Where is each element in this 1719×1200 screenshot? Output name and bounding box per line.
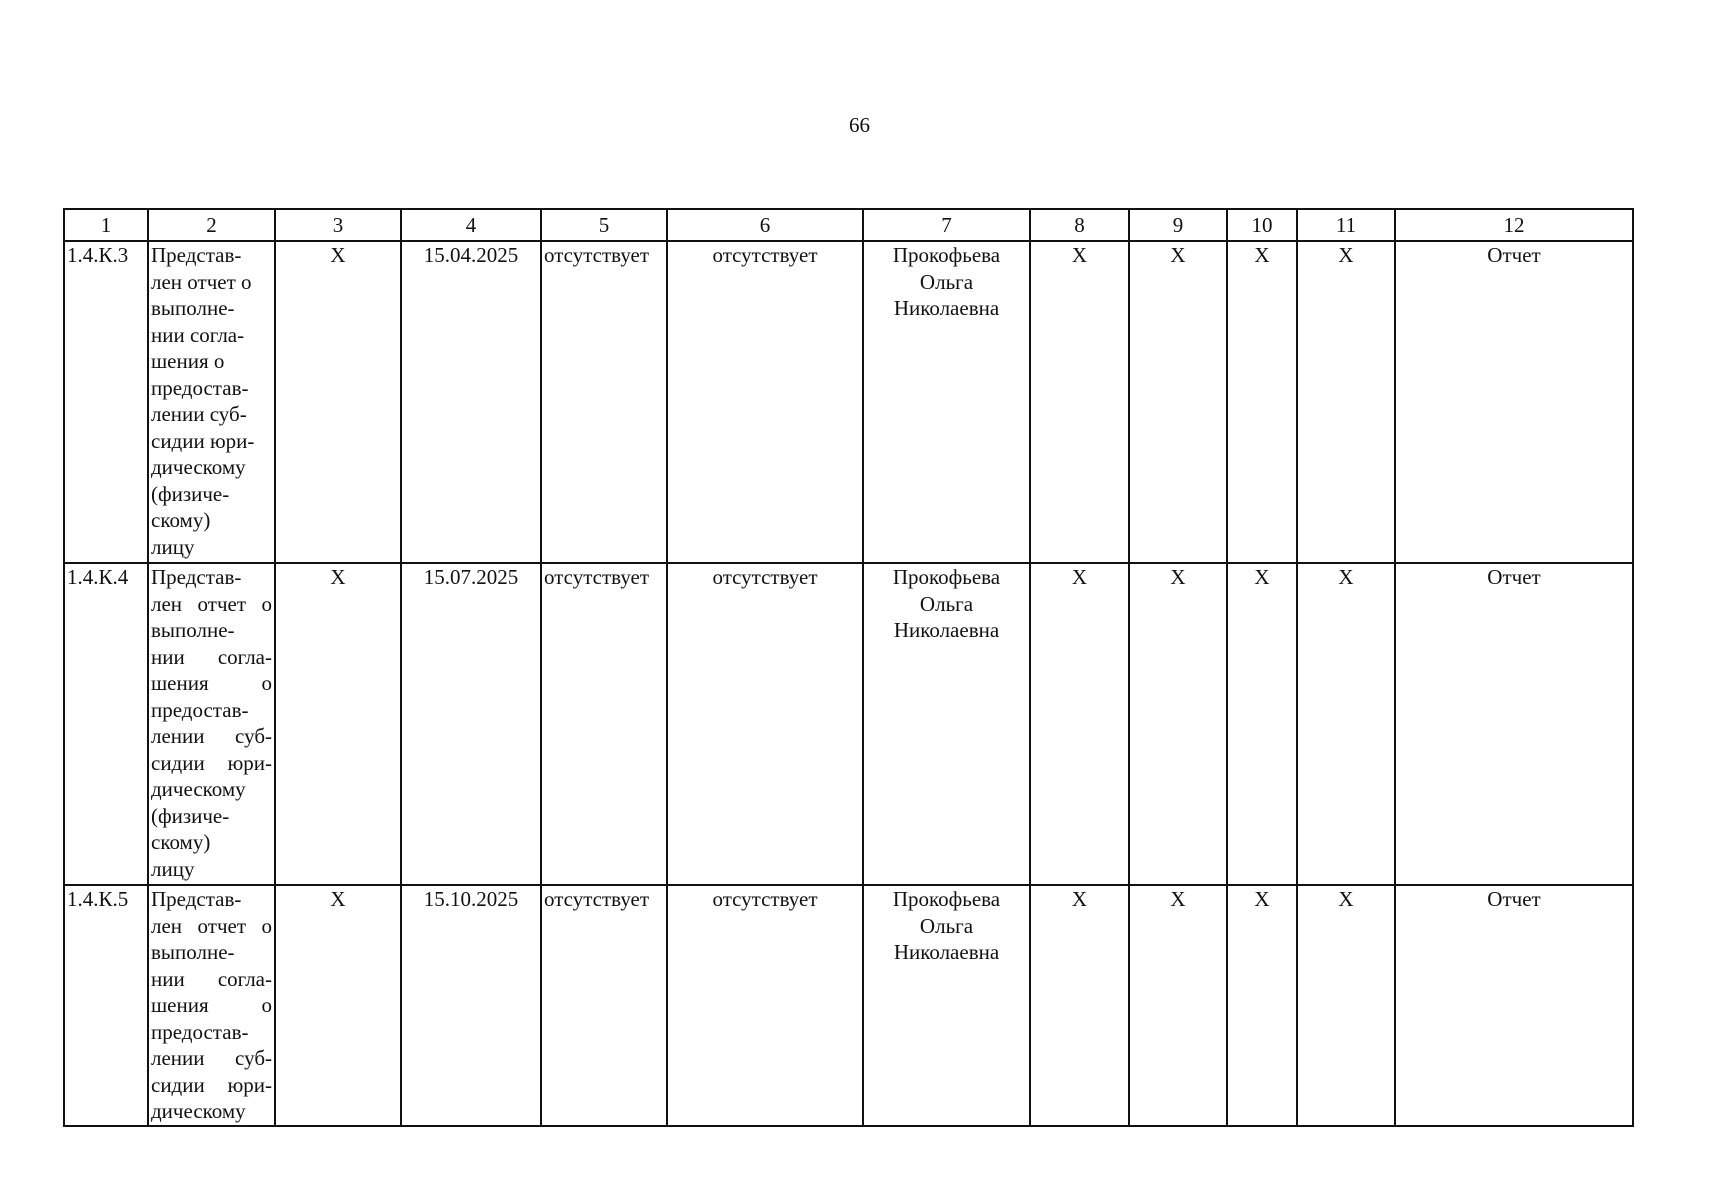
cell-x-mark: X: [1030, 563, 1129, 885]
item-description: [148, 885, 275, 1126]
description-line: сидии юри-: [151, 428, 255, 453]
description-line: сидии юри-: [151, 750, 272, 775]
description-line: лицу: [151, 534, 195, 559]
cell-status: отсутствует: [667, 563, 863, 885]
description-line: (физиче-: [151, 803, 230, 828]
cell-status: отсутствует: [541, 241, 667, 563]
cell-x-mark: X: [1030, 241, 1129, 563]
column-header: 2: [148, 209, 275, 241]
description-line: дическому: [151, 1099, 246, 1123]
cell-x-mark: X: [1129, 241, 1227, 563]
cell-x-mark: X: [275, 885, 401, 1126]
column-header: 7: [863, 209, 1030, 241]
cell-x-mark: X: [1030, 885, 1129, 1126]
data-table: [63, 208, 1634, 1127]
description-line: нии согла-: [151, 966, 272, 991]
column-header: 12: [1395, 209, 1633, 241]
cell-x-mark: X: [1227, 563, 1297, 885]
cell-report: Отчет: [1395, 241, 1633, 563]
description-line: лении суб-: [151, 1046, 272, 1070]
item-description: [148, 563, 275, 885]
cell-responsible: [863, 885, 1030, 1126]
column-header: 9: [1129, 209, 1227, 241]
item-code: 1.4.К.3: [64, 241, 148, 563]
responsible-line: Прокофьева: [892, 887, 1001, 911]
cell-x-mark: X: [1297, 885, 1395, 1126]
column-header: 8: [1030, 209, 1129, 241]
description-line: выполне-: [151, 296, 235, 320]
table-header-row: [64, 209, 1633, 241]
description-line: скому): [151, 830, 211, 854]
description-line: сидии юри-: [151, 1072, 272, 1097]
table-row: [64, 885, 1633, 1126]
column-header: 3: [275, 209, 401, 241]
cell-x-mark: X: [1129, 563, 1227, 885]
description-line: дическому: [151, 777, 246, 801]
responsible-line: Прокофьева: [892, 565, 1001, 589]
responsible-line: Николаевна: [893, 940, 1000, 964]
item-code: 1.4.К.5: [64, 885, 148, 1126]
cell-x-mark: X: [275, 241, 401, 563]
cell-date: 15.07.2025: [401, 563, 541, 885]
description-line: дическому: [151, 455, 246, 479]
cell-report: Отчет: [1395, 885, 1633, 1126]
column-header: 11: [1297, 209, 1395, 241]
responsible-line: Прокофьева: [892, 243, 1001, 267]
cell-x-mark: X: [1297, 241, 1395, 563]
cell-x-mark: X: [1227, 241, 1297, 563]
responsible-line: Николаевна: [893, 296, 1000, 320]
column-header: 4: [401, 209, 541, 241]
description-line: (физиче-: [151, 481, 230, 506]
item-description: [148, 241, 275, 563]
table-row: [64, 241, 1633, 563]
description-line: нии согла-: [151, 644, 272, 669]
cell-x-mark: X: [1129, 885, 1227, 1126]
responsible-line: Ольга: [919, 269, 974, 294]
cell-responsible: [863, 241, 1030, 563]
cell-x-mark: X: [1297, 563, 1395, 885]
description-line: выполне-: [151, 618, 235, 642]
cell-status: отсутствует: [667, 241, 863, 563]
column-header: 10: [1227, 209, 1297, 241]
cell-status: отсутствует: [667, 885, 863, 1126]
cell-date: 15.04.2025: [401, 241, 541, 563]
responsible-line: Ольга: [919, 591, 974, 616]
description-line: лен отчет о: [151, 913, 272, 938]
description-line: лении суб-: [151, 402, 247, 426]
description-line: лении суб-: [151, 724, 272, 748]
description-line: нии согла-: [151, 322, 245, 347]
column-header: 6: [667, 209, 863, 241]
description-line: Представ-: [151, 243, 242, 267]
description-line: шения о: [151, 671, 272, 695]
cell-status: отсутствует: [541, 563, 667, 885]
column-header: 5: [541, 209, 667, 241]
responsible-line: Ольга: [919, 913, 974, 938]
description-line: лен отчет о: [151, 269, 252, 294]
cell-x-mark: X: [1227, 885, 1297, 1126]
column-header: 1: [64, 209, 148, 241]
description-line: лен отчет о: [151, 591, 272, 616]
description-line: лицу: [151, 856, 195, 881]
description-line: предостав-: [151, 375, 249, 400]
page-number: 66: [849, 113, 870, 137]
cell-date: 15.10.2025: [401, 885, 541, 1126]
description-line: шения о: [151, 349, 225, 373]
description-line: предостав-: [151, 1019, 249, 1044]
description-line: предостав-: [151, 697, 249, 722]
item-code: 1.4.К.4: [64, 563, 148, 885]
description-line: Представ-: [151, 565, 242, 589]
description-line: шения о: [151, 993, 272, 1017]
cell-report: Отчет: [1395, 563, 1633, 885]
cell-status: отсутствует: [541, 885, 667, 1126]
description-line: скому): [151, 508, 211, 532]
responsible-line: Николаевна: [893, 618, 1000, 642]
cell-x-mark: X: [275, 563, 401, 885]
description-line: выполне-: [151, 940, 235, 964]
cell-responsible: [863, 563, 1030, 885]
description-line: Представ-: [151, 887, 242, 911]
table-row: [64, 563, 1633, 885]
